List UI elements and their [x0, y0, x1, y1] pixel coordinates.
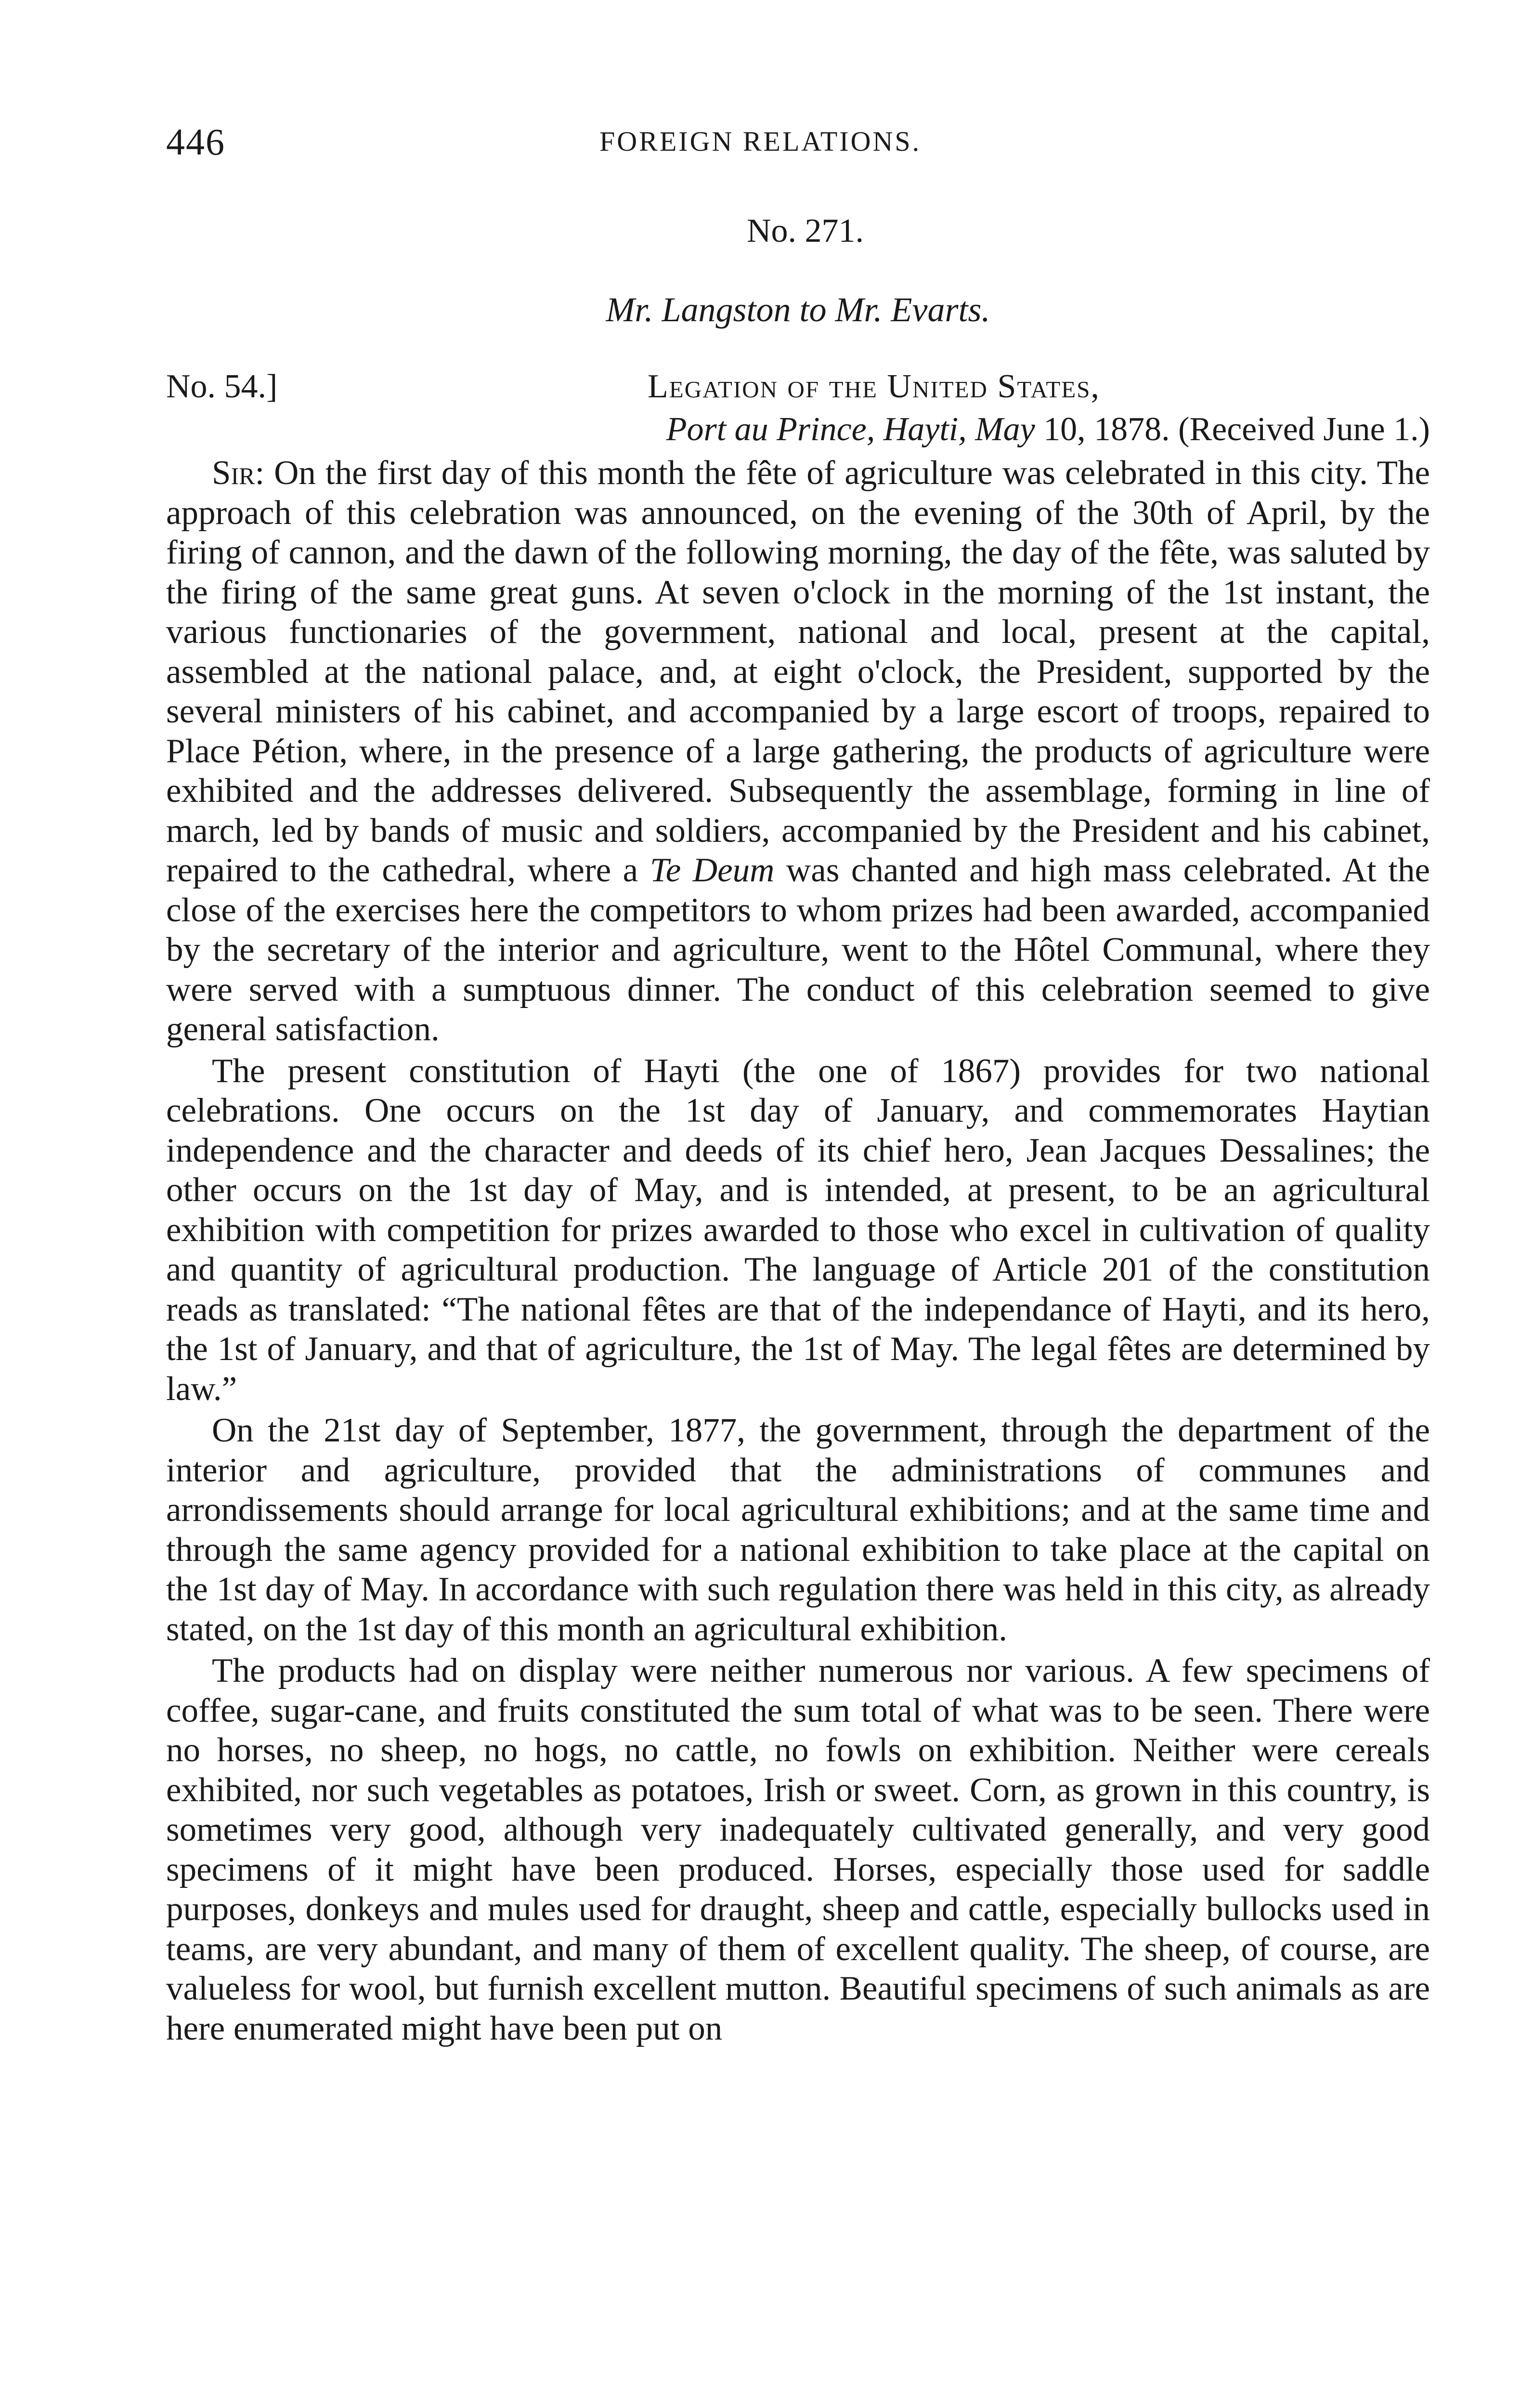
dispatch-line: [166, 367, 1430, 409]
paragraph: The products had on display were neither numerous nor various. A few specimens of coffee, sugar-cane, and fruits constituted the sum total of what was to be seen. There were no horses, no sheep, no hogs, no cattle, no fowls on exhibition. Neither were cereals exhibited, nor such vegetables as potatoes, Irish or sweet. Corn, as grown in this country, is sometimes very good, although very inadequately cultivated generally, and very good specimens of it might have been produced. Horses, especially those used for saddle purposes, donkeys and mules used for draught, sheep and cattle, especially bullocks used in teams, are very abundant, and many of them of excellent quality. The sheep, of course, are valueless for wool, but furnish excellent mutton. Beautiful specimens of such animals as are here enumerated might have been put on: [166, 1652, 1430, 2047]
received-note: (Received June 1.): [1169, 411, 1430, 448]
document-number: No. 271.: [746, 212, 864, 249]
document-heading: Mr. Langston to Mr. Evarts.: [606, 290, 990, 329]
dateline-place: Port au Prince, Hayti, May: [666, 411, 1035, 448]
paragraph-text: : On the first day of this month the fête of agriculture was celebrated in this city. The approach of this celebration was announced, on the evening of the 30th of April, by the firing of cannon, and the dawn of the following morning, the day of the fête, was saluted by the firing of the same great guns. At seven o'clock in the morning of the 1st instant, the various functionaries of the government, national and local, present at the capital, assembled at the national palace, and, at eight o'clock, the President, supported by the several ministers of his cabinet, and accompanied by a large escort of troops, repaired to Place Pétion, where, in the presence of a large gathering, the products of agriculture were exhibited and the addresses delivered. Subsequently the assemblage, forming in line of march, led by bands of music and soldiers, accompanied by the President and his cabinet, repaired to the cathedral, where a: [166, 454, 1430, 889]
paragraph: [166, 453, 1430, 1049]
letter-body: [166, 453, 1430, 2048]
page-number: 446: [166, 121, 225, 163]
dispatch-number: No. 54.]: [166, 368, 278, 405]
running-head: [166, 120, 1430, 173]
dateline-date: 10, 1878.: [1035, 411, 1170, 448]
salutation: Sir: [212, 454, 255, 492]
paragraph: On the 21st day of September, 1877, the government, through the department of the interior and agriculture, provided that the administrations of communes and arrondissements should arrange for local agricultural exhibitions; and at the same time and through the same agency provided for a national exhibition to take place at the capital on the 1st day of May. In accordance with such regulation there was held in this city, as already stated, on the 1st day of this month an agricultural exhibition.: [166, 1412, 1430, 1648]
document-page: [166, 120, 1430, 2050]
legation-heading: Legation of the United States,: [648, 368, 1100, 405]
paragraph: The present constitution of Hayti (the one of 1867) provides for two national celebrations. One occurs on the 1st day of January, and commemorates Haytian independence and the character and deeds of its chief hero, Jean Jacques Dessalines; the other occurs on the 1st day of May, and is intended, at present, to be an agricultural exhibition with competition for prizes awarded to those who excel in cultivation of quality and quantity of agricultural production. The language of Article 201 of the constitution reads as translated: “The national fêtes are that of the independance of Hayti, and its hero, the 1st of January, and that of agriculture, the 1st of May. The legal fêtes are determined by law.”: [166, 1052, 1430, 1408]
paragraph-text: was chanted and high mass celebrated. At the close of the exercises here the competitors to whom prizes had been awarded, accompanied by the secretary of the interior and agriculture, went to the Hôtel Communal, where they were served with a sumptuous dinner. The conduct of this celebration seemed to give general satisfaction.: [166, 851, 1430, 1048]
dateline: [166, 409, 1430, 450]
running-title: FOREIGN RELATIONS.: [599, 126, 922, 157]
italic-phrase: Te Deum: [650, 851, 775, 889]
